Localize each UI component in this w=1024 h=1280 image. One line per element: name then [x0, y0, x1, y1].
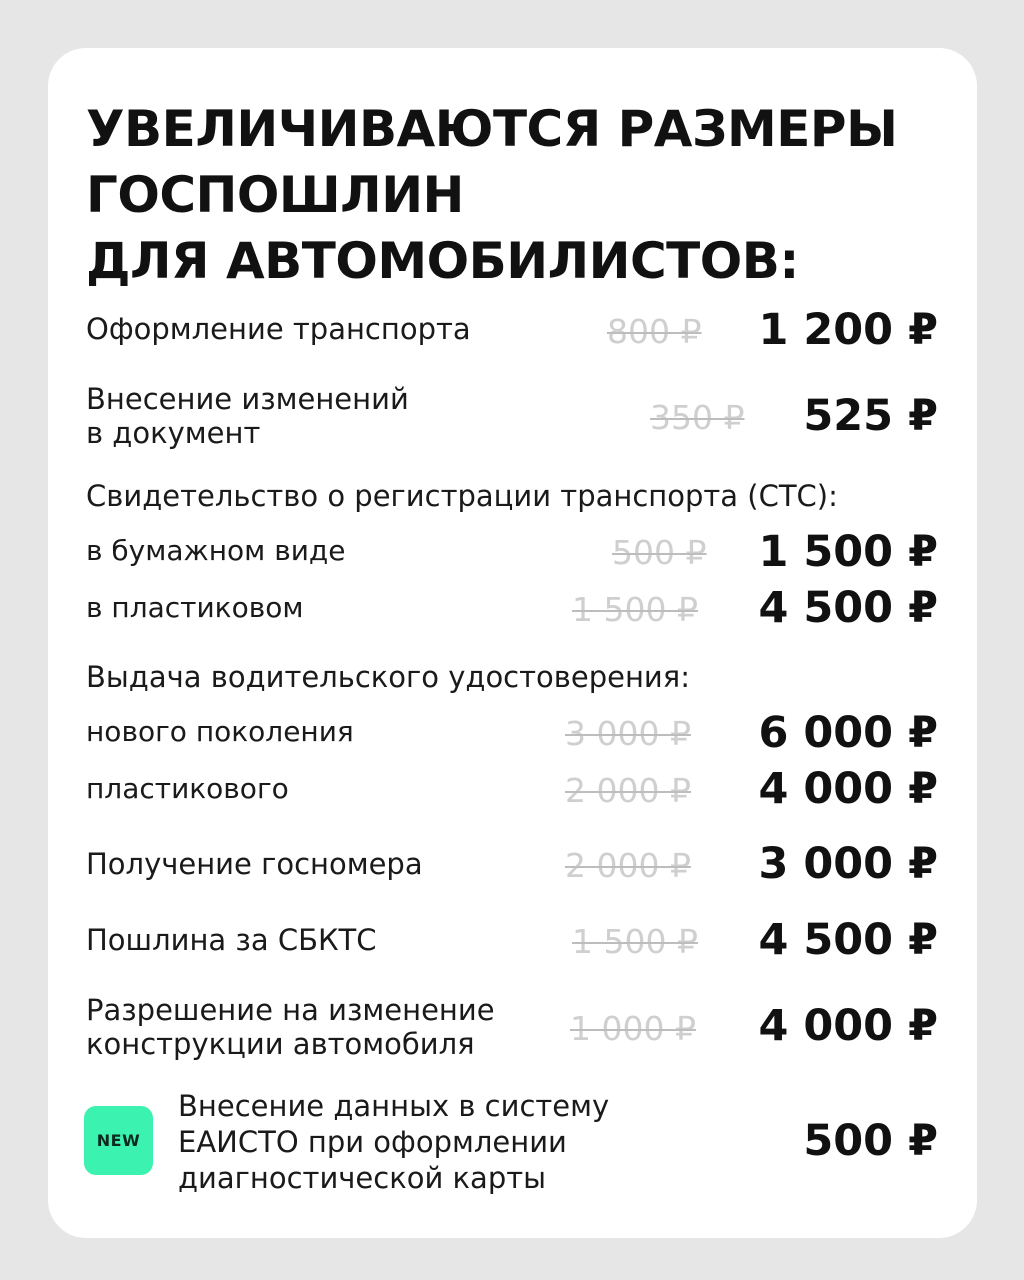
- fee-label-license-new-gen: нового поколения: [86, 715, 354, 748]
- fee-label-construction-change: Разрешение на изменение конструкции автомобиля: [86, 993, 495, 1061]
- section-heading-license: Выдача водительского удостоверения:: [86, 660, 690, 694]
- fee-label-sts-plastic: в пластиковом: [86, 591, 304, 624]
- new-fee-label-eaisto: Внесение данных в систему ЕАИСТО при оформлении диагностической карты: [178, 1089, 610, 1195]
- fee-new-price: 1 200 ₽: [758, 305, 938, 355]
- title-line-3: ДЛЯ АВТОМОБИЛИСТОВ:: [86, 232, 799, 290]
- fee-old-price: 3 000 ₽: [565, 714, 691, 753]
- fee-new-price: 4 500 ₽: [758, 583, 938, 633]
- fee-new-price: 3 000 ₽: [758, 839, 938, 889]
- new-fee-price: 500 ₽: [803, 1116, 938, 1166]
- fee-new-price: 4 000 ₽: [758, 1001, 938, 1051]
- fee-old-price: 2 000 ₽: [565, 771, 691, 810]
- fee-old-price: 1 500 ₽: [572, 922, 698, 961]
- fee-old-price: 2 000 ₽: [565, 846, 691, 885]
- fee-new-price: 6 000 ₽: [758, 708, 938, 758]
- fee-old-price: 1 000 ₽: [570, 1009, 696, 1048]
- fee-label-sbkts: Пошлина за СБКТС: [86, 923, 377, 957]
- fee-label-registration: Оформление транспорта: [86, 312, 471, 346]
- section-heading-sts: Свидетельство о регистрации транспорта (СТС):: [86, 479, 838, 513]
- fee-new-price: 525 ₽: [803, 391, 938, 441]
- fee-new-price: 4 500 ₽: [758, 915, 938, 965]
- new-badge: NEW: [84, 1106, 153, 1175]
- fee-label-document-changes: Внесение изменений в документ: [86, 382, 409, 450]
- fee-old-price: 1 500 ₽: [572, 590, 698, 629]
- fee-old-price: 500 ₽: [612, 533, 707, 572]
- fee-label-license-plastic: пластикового: [86, 772, 289, 805]
- fee-label-license-plate: Получение госномера: [86, 847, 423, 881]
- fee-label-sts-paper: в бумажном виде: [86, 534, 346, 567]
- fee-new-price: 4 000 ₽: [758, 764, 938, 814]
- title-line-1: УВЕЛИЧИВАЮТСЯ РАЗМЕРЫ: [86, 100, 898, 158]
- fee-old-price: 350 ₽: [650, 398, 745, 437]
- fee-new-price: 1 500 ₽: [758, 527, 938, 577]
- page-title: [86, 96, 897, 294]
- title-line-2: ГОСПОШЛИН: [86, 166, 464, 224]
- fee-old-price: 800 ₽: [607, 312, 702, 351]
